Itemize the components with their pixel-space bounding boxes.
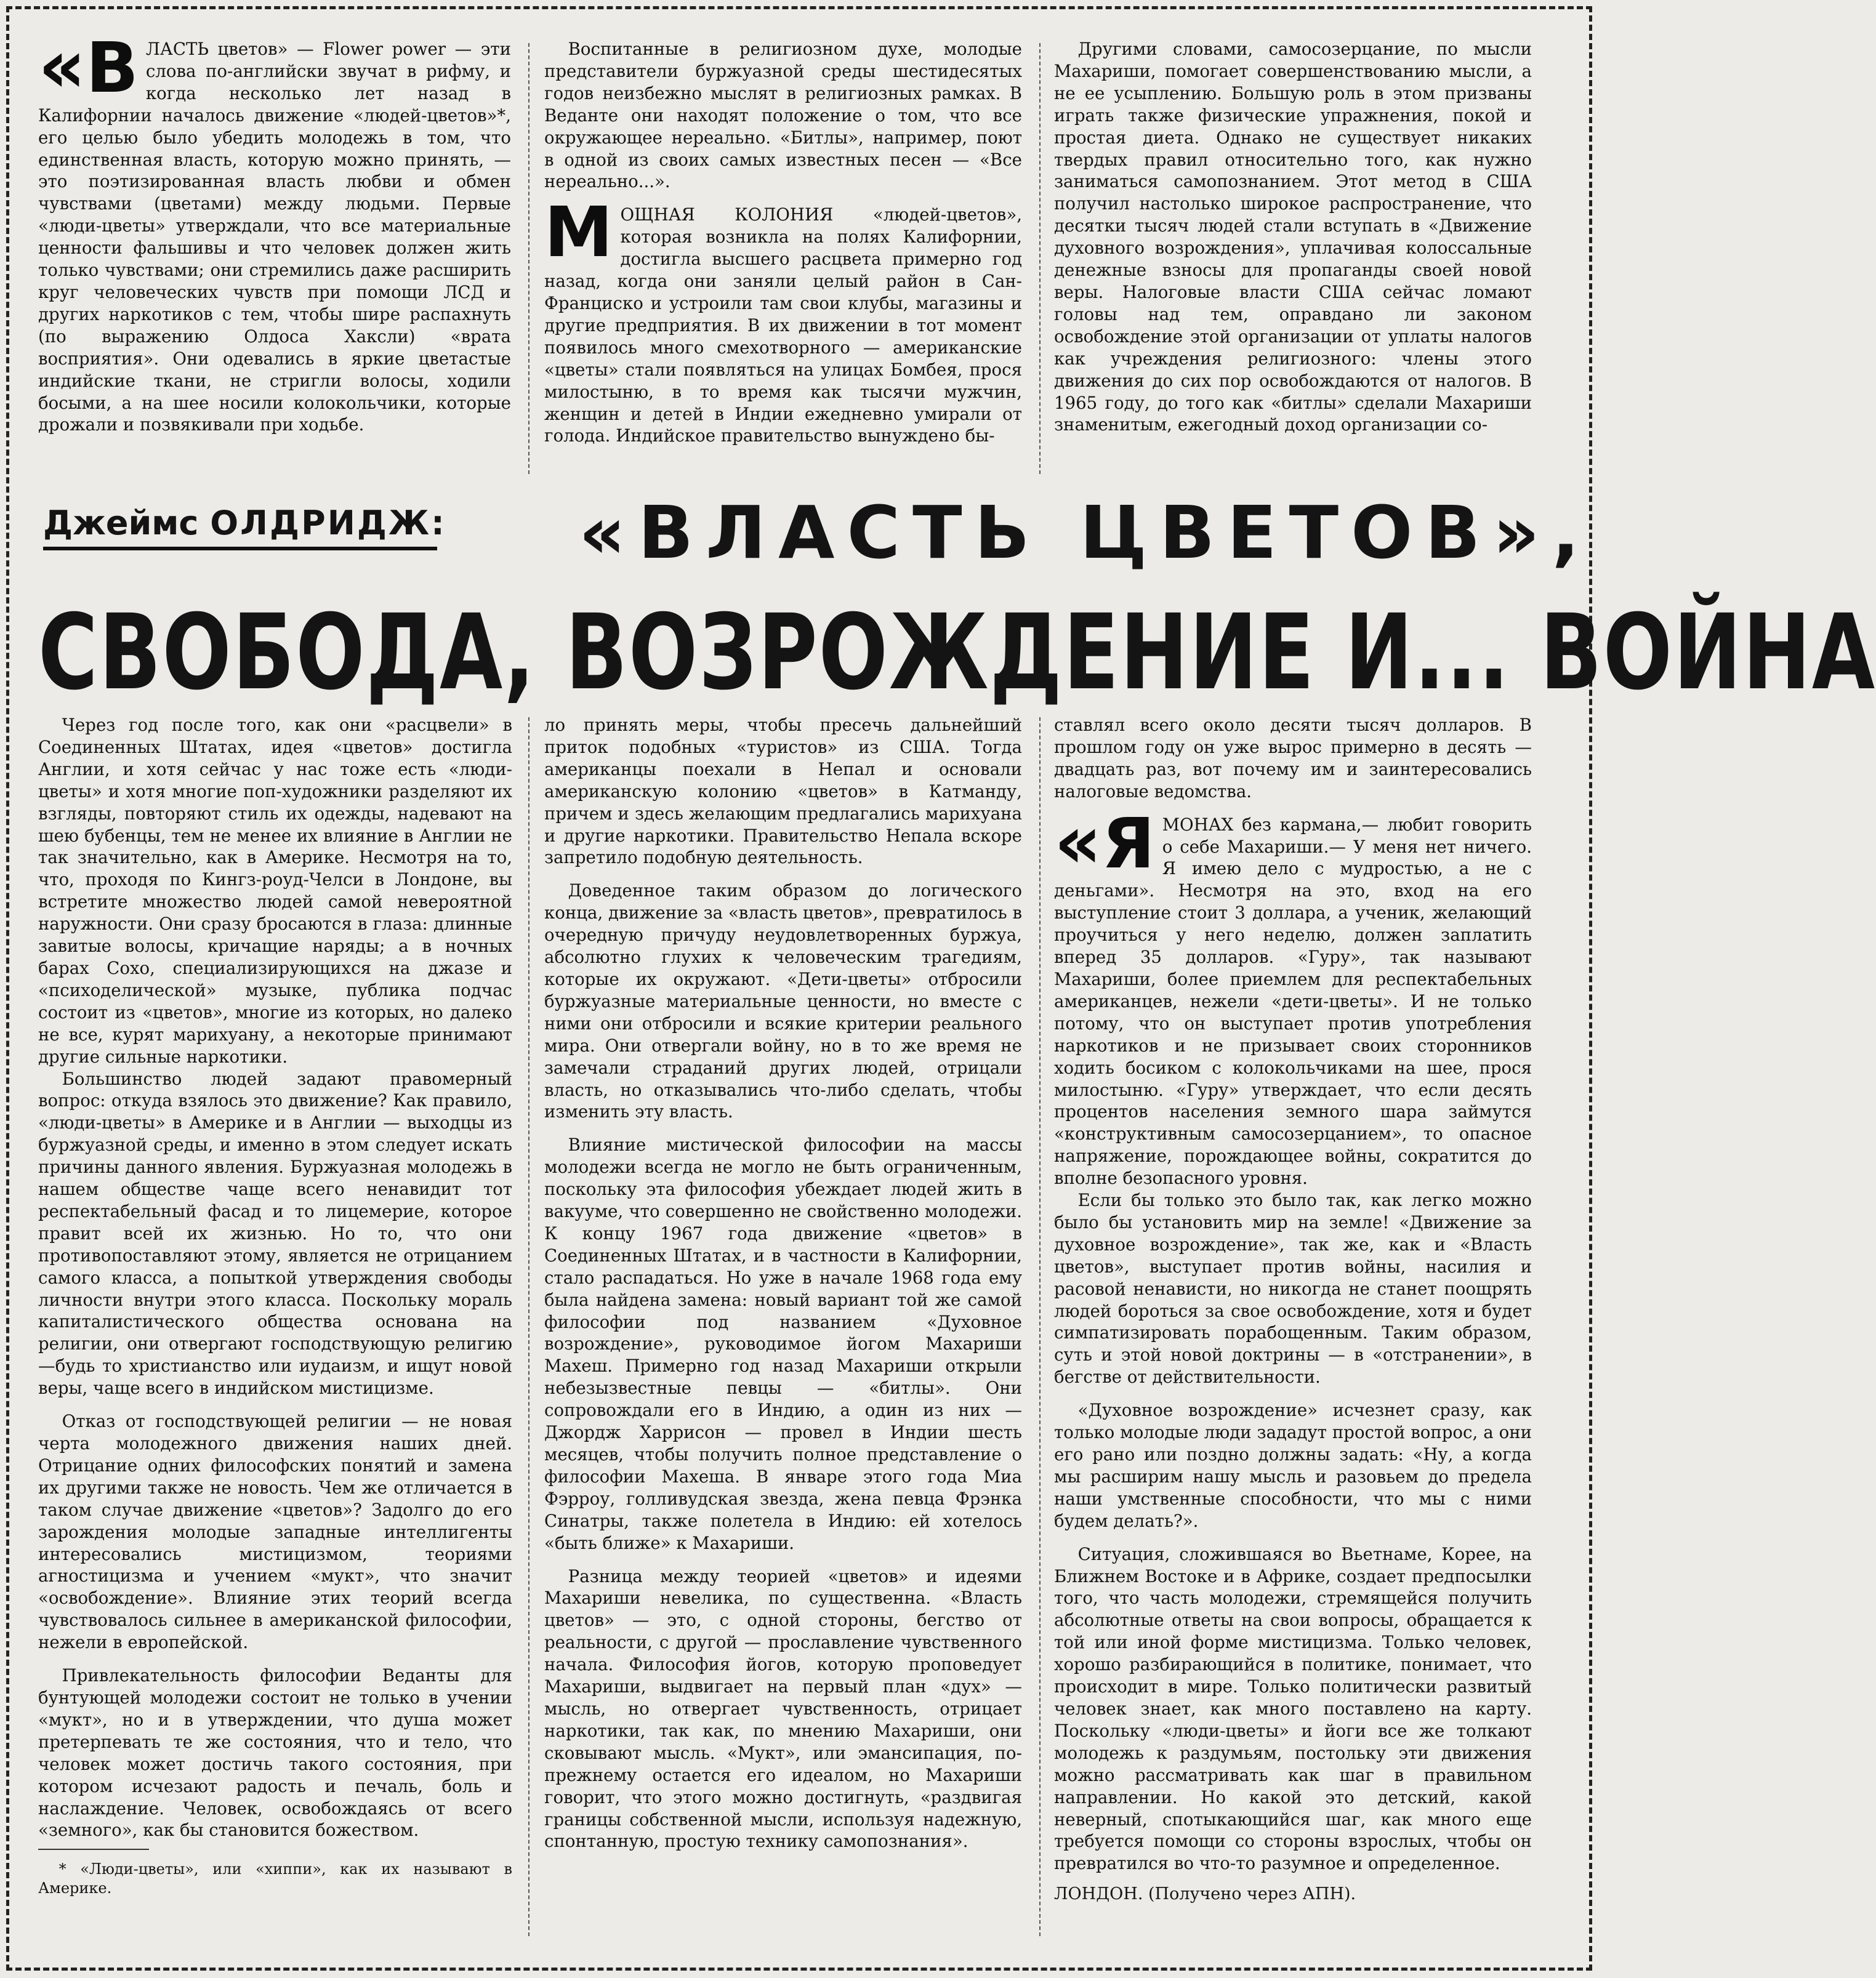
- top-col2-paragraph-2: МОЩНАЯ КОЛОНИЯ «людей-цветов», которая возникла на полях Калифорнии, достигла высшего расцвета примерно год назад, когда они заняли целый район в Сан-Франциско и устроили там свои клубы, магазины и другие предприятия. В их движении в тот момент появилось много смехотворного — американские «цветы» стали появляться на улицах Бомбея, прося милостыню, в то время как тысячи мужчин, женщин и детей в Индии ежедневно умирали от голода. Индийское правительство вынуждено бы-: [544, 193, 1022, 446]
- top-col3-paragraph-1: Другими словами, самосозерцание, по мысли Махариши, помогает совершенствованию мысли, а не ее усыплению. Большую роль в этом призваны играть также физические упражнения, покой и простая диета. Однако не существует никаких твердых правил относительно того, как нужно заниматься самопознанием. Этот метод в США получил настолько широкое распространение, что десятки тысяч людей стали вступать в «Движение духовного возрождения», уплачивая колоссальные денежные взносы для пропаганды своей новой веры. Налоговые власти США сейчас ломают головы над тем, оправдано ли законом освобождение этой организации от уплаты налогов как учреждения религиозного: члены этого движения до сих пор освобождаются от налогов. В 1965 году, до того как «битлы» сделали Махариши знаменитым, ежегодный доход организации со-: [1054, 39, 1532, 435]
- bottom-col3-paragraph-5: Ситуация, сложившаяся во Вьетнаме, Корее, на Ближнем Востоке и в Африке, создает предпосылки того, что часть молодежи, стремящейся получить абсолютные ответы на свои вопросы, обращается к той или иной форме мистицизма. Только человек, хорошо разбирающийся в политике, понимает, что происходит в мире. Только политически развитый человек знает, как много поставлено на карту. Поскольку «люди-цветы» и йоги все же толкают молодежь к раздумьям, постольку эти движения можно рассматривать как шаг в правильном направлении. Но какой это детский, какой неверный, спотыкающийся шаг, как много еще требуется помощи со стороны взрослых, чтобы он превратился во что-то разумное и определенное.: [1054, 1543, 1532, 1874]
- dropcap-ya: «Я: [1054, 799, 1155, 885]
- column-separator: [1039, 717, 1041, 1936]
- bottom-col3-paragraph-4: «Духовное возрождение» исчезнет сразу, как только молодые люди зададут простой вопрос, а они его рано или поздно должны задать: «Ну, а когда мы расширим нашу мысль и разовьем до предела наши умственные способности, что мы с ними будем делать?».: [1054, 1400, 1532, 1531]
- bottom-col3-paragraph-1: ставлял всего около десяти тысяч долларов. В прошлом году он уже вырос примерно в десять — двадцать раз, вот почему им и заинтересовались налоговые ведомства.: [1054, 715, 1532, 802]
- dropcap-v: «В: [38, 24, 139, 110]
- top-column-1: [38, 24, 511, 436]
- headline-line-1: «ВЛАСТЬ ЦВЕТОВ»,: [579, 490, 1592, 575]
- bottom-col2-paragraph-1: ло принять меры, чтобы пресечь дальнейший приток подобных «туристов» из США. Тогда американцы поехали в Непал и основали американскую колонию «цветов» в Катманду, причем и здесь желающим предлагались марихуана и другие наркотики. Правительство Непала вскоре запретило подобную деятельность.: [544, 715, 1022, 868]
- top-column-2: [544, 38, 1022, 447]
- author-byline: Джеймс ОЛДРИДЖ:: [43, 504, 437, 550]
- bottom-col3-paragraph-2: «Я МОНАХ без кармана,— любит говорить о себе Махариши.— У меня нет ничего. Я имею дело с мудростью, а не с деньгами». Несмотря на это, вход на его выступление стоит 3 доллара, а ученик, желающий проучиться у него неделю, должен заплатить вперед 35 долларов. «Гуру», так называют Махариши, более приемлем для респектабельных американцев, нежели «дети-цветы». И не только потому, что он выступает против употребления наркотиков и не призывает своих сторонников ходить босиком с колокольчиками на шее, прося милостыню. «Гуру» утверждает, что если десять процентов населения земного шара займутся «конструктивным самосозерцанием», то опасное напряжение, порождающее войны, сократится до вполне безопасного уровня.: [1054, 799, 1532, 1189]
- bottom-col2-paragraph-4: Разница между теорией «цветов» и идеями Махариши невелика, по существенна. «Власть цветов» — это, с одной стороны, бегство от реальности, с другой — прославление чувственного начала. Философия йогов, которую проповедует Махариши, выдвигает на первый план «дух» — мысль, но отвергает чувственность, отрицает наркотики, так как, по мнению Махариши, они сковывают мысль. «Мукт», или эмансипация, по-прежнему остается его идеалом, но Махариши говорит, что этого можно достигнуть, «раздвигая границы собственной мысли, используя надежную, спонтанную, простую технику самопознания».: [544, 1566, 1022, 1852]
- footnote-rule: [38, 1849, 149, 1850]
- headline-line-2: СВОБОДА, ВОЗРОЖДЕНИЕ И... ВОЙНА: [38, 592, 1876, 714]
- top-col2-paragraph-1: Воспитанные в религиозном духе, молодые представители буржуазной среды шестидесятых годов неизбежно мыслят в религиозных рамках. В Веданте они находят положение о том, что все окружающее нереально. «Битлы», например, поют в одной из своих самых известных песен — «Все нереально...».: [544, 39, 1022, 192]
- column-separator: [528, 43, 529, 474]
- bottom-col3-paragraph-3: Если бы только это было так, как легко можно было бы установить мир на земле! «Движение за духовное возрождение», так же, как и «Власть цветов», выступает против войны, насилия и расовой ненависти, но никогда не станет поощрять людей бороться за свое освобождение, хотя и будет симпатизировать порабощенным. Таким образом, суть и этой новой доктрины — в «отстранении», в бегстве от действительности.: [1054, 1190, 1532, 1388]
- bottom-col1-paragraph-2: Большинство людей задают правомерный вопрос: откуда взялось это движение? Как правило, «люди-цветы» в Америке и в Англии — выходцы из буржуазной среды, и именно в этом следует искать причины данного явления. Буржуазная молодежь в нашем обществе чаще всего ненавидит тот респектабельный фасад и то лицемерие, которое правит всей их жизнью. Но то, что они противопоставляют этому, является не отрицанием самого класса, а попыткой утверждения свободы личности внутри этого класса. Поскольку мораль капиталистического общества основана на религии, они отвергают господствующую религию—будь то христианство или иудаизм, и ищут новой веры, чаще всего в индийском мистицизме.: [38, 1068, 512, 1399]
- bottom-column-2: [544, 714, 1022, 1852]
- dateline-signature: ЛОНДОН. (Получено через АПН).: [1054, 1884, 1356, 1904]
- bottom-col1-paragraph-4: Привлекательность философии Веданты для бунтующей молодежи состоит не только в учении «мукт», но и в утверждении, что душа может претерпевать те же состояния, что и тело, что человек может достичь такого состояния, при котором исчезают радость и печаль, боль и наслаждение. Человек, освобождаясь от всего «земного», как бы становится божеством.: [38, 1665, 512, 1841]
- bottom-column-3: [1054, 714, 1532, 1905]
- bottom-col1-paragraph-1: Через год после того, как они «расцвели» в Соединенных Штатах, идея «цветов» достигла Англии, и хотя сейчас у нас тоже есть «люди-цветы» и хотя многие поп-художники разделяют их взгляды, повторяют стиль их одежды, надевают на шею бубенцы, тем не менее их влияние в Англии не так значительно, как в Америке. Несмотря на то, что, проходя по Кингз-роуд-Челси в Лондоне, вы встретите множество людей самой невероятной наружности. Они сразу бросаются в глаза: длинные завитые волосы, кричащие наряды; а в ночных барах Сохо, специализирующихся на джазе и «психоделической» музыке, публика подчас состоит из «цветов», многие из которых, но далеко не все, курят марихуану, а некоторые принимают другие сильные наркотики.: [38, 715, 512, 1067]
- bottom-col1-paragraph-3: Отказ от господствующей религии — не новая черта молодежного движения наших дней. Отрицание одних философских понятий и замена их другими также не новость. Чем же отличается в таком случае движение «цветов»? Задолго до его зарождения молодые западные интеллигенты интересовались мистицизмом, теориями агностицизма и учением «мукт», что значит «освобождение». Влияние этих теорий всегда чувствовалось сильнее в американской философии, нежели в европейской.: [38, 1411, 512, 1653]
- top-column-3: [1054, 38, 1532, 436]
- dropcap-m: М: [544, 193, 613, 273]
- bottom-col2-paragraph-2: Доведенное таким образом до логического конца, движение за «власть цветов», превратилось в очередную причуду неудовлетворенных буржуа, абсолютно глухих к человеческим трагедиям, которые их окружают. «Дети-цветы» отбросили буржуазные материальные ценности, но вместе с ними они отбросили и всякие критерии реального мира. Они отвергали войну, но в то же время не замечали страданий других людей, отрицали власть, но отказывались что-либо сделать, чтобы изменить эту власть.: [544, 880, 1022, 1122]
- column-separator: [1039, 43, 1041, 474]
- bottom-column-1: [38, 714, 512, 1898]
- column-separator: [528, 717, 529, 1936]
- footnote: * «Люди-цветы», или «хиппи», как их называют в Америке.: [38, 1860, 512, 1897]
- top-col1-paragraph-1: «В ЛАСТЬ цветов» — Flower power — эти слова по-английски звучат в рифму, и когда несколько лет назад в Калифорнии началось движение «людей-цветов»*, его целью было убедить молодежь в том, что единственная власть, которую можно принять, — это поэтизированная власть любви и обмен чувствами (цветами) между людьми. Первые «люди-цветы» утверждали, что все материальные ценности фальшивы и что человек должен жить только чувствами; они стремились даже расширить круг человеческих чувств при помощи ЛСД и других наркотиков с тем, чтобы шире распахнуть (по выражению Олдоса Хаксли) «врата восприятия». Они одевались в яркие цветастые индийские ткани, не стригли волосы, ходили босыми, а на шее носили колокольчики, которые дрожали и позвякивали при ходьбе.: [38, 24, 511, 435]
- bottom-col2-paragraph-3: Влияние мистической философии на массы молодежи всегда не могло не быть ограниченным, поскольку эта философия убеждает людей жить в вакууме, что совершенно не свойственно молодежи. К концу 1967 года движение «цветов» в Соединенных Штатах, и в частности в Калифорнии, стало распадаться. Но уже в начале 1968 года ему была найдена замена: новый вариант той же самой философии под названием «Духовное возрождение», руководимое йогом Махариши Махеш. Примерно год назад Махариши открыли небезызвестные певцы — «битлы». Они сопровождали его в Индию, а один из них — Джордж Харрисон — провел в Индии шесть месяцев, чтобы получить полное представление о философии Махеша. В январе этого года Миа Фэрроу, голливудская звезда, жена певца Фрэнка Синатры, также полетела в Индию: ей хотелось «быть ближе» к Махариши.: [544, 1135, 1022, 1553]
